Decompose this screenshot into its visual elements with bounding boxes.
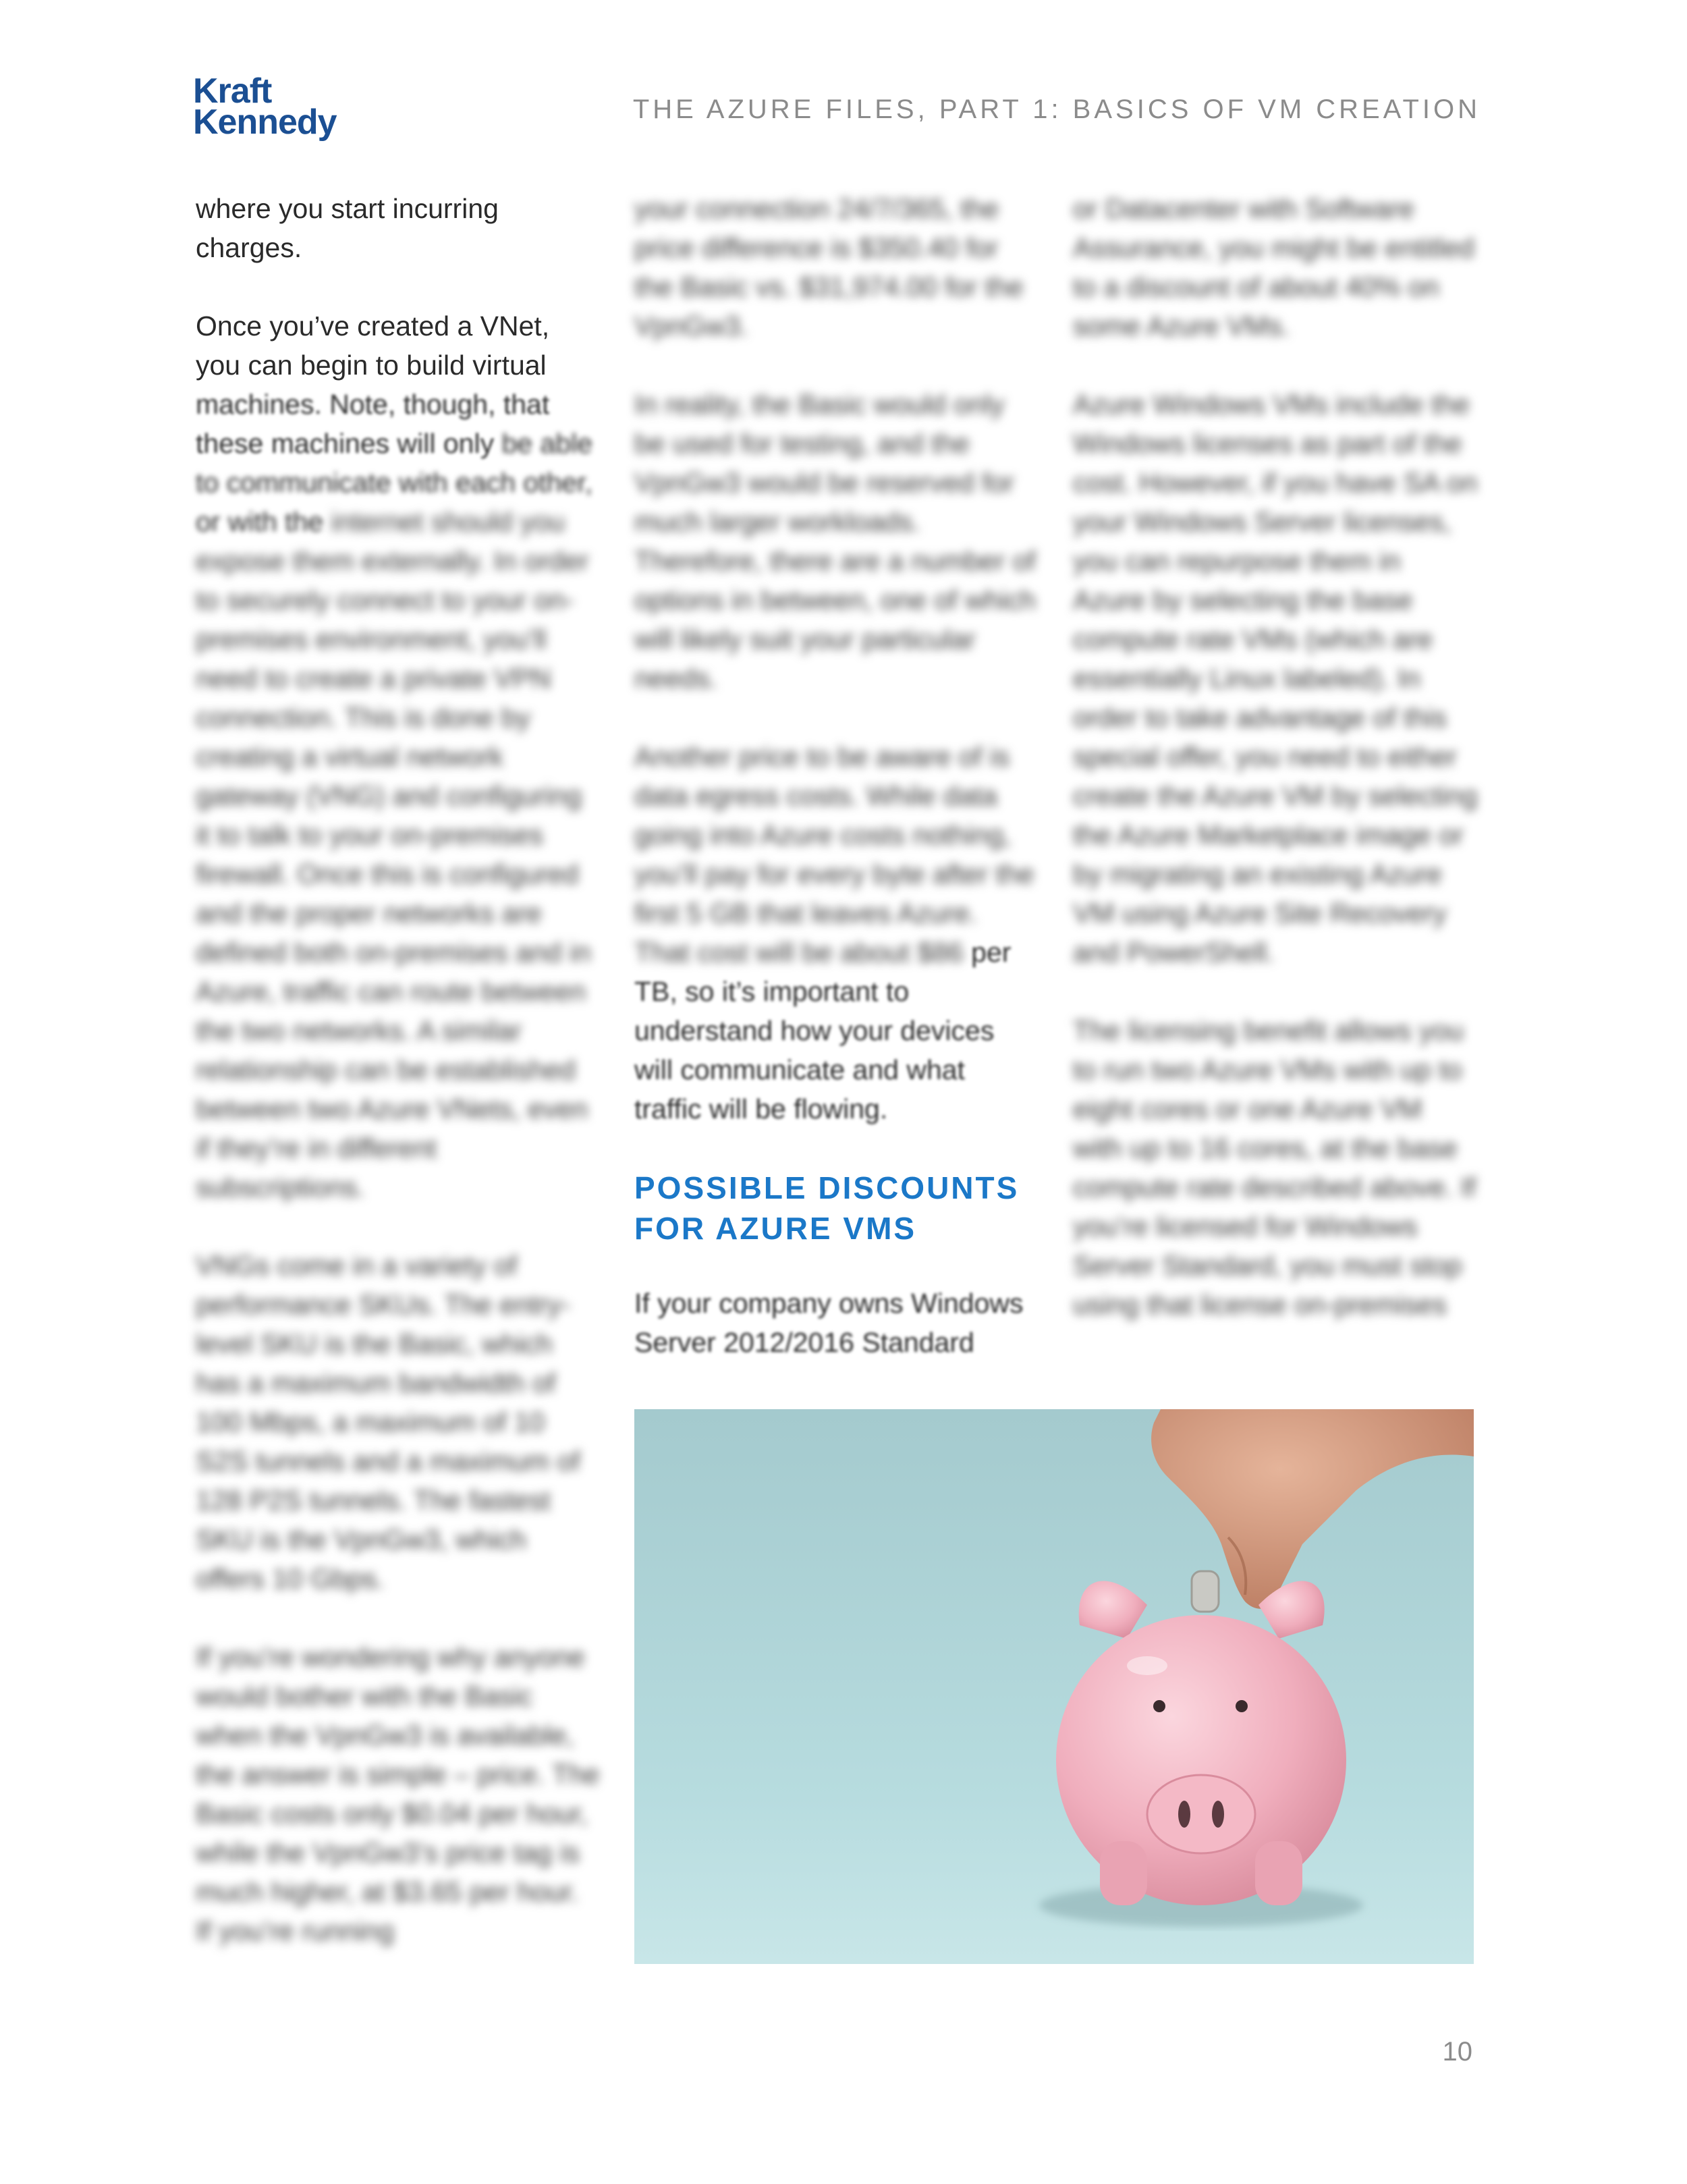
paragraph-text-mid: be able to communicate with each other, or with the xyxy=(196,428,593,537)
document-header-title: THE AZURE FILES, PART 1: BASICS OF VM CREATION xyxy=(632,94,1481,124)
paragraph-text-blurred: Another price to be aware of is data egress costs. While data going into Azure costs nothing, you’ll pay for every byte after the first 5 GB that leaves Azure. That cost will be about $86 xyxy=(634,741,1034,968)
paragraph-text-blurred: internet should you expose them externally. In order to securely connect to your on-premises environment, you’ll need to create a private VPN connection. This is done by creating a virtual network gateway (VNG) and configuring it to talk to your on-premises firewall. Once this is configured and the proper networks are defined both on-premises and in Azure, traffic can route between the two networks. A similar relationship can be established between two Azure VNets, even if they’re in different subscriptions. xyxy=(196,506,591,1203)
paragraph-text-soft: per TB, so it’s important to understand how your devices will communicate and what traffic will be flowing. xyxy=(634,937,1012,1124)
paragraph xyxy=(634,737,1039,1128)
paragraph xyxy=(196,306,601,1207)
paragraph: If your company owns Windows Server 2012/2016 Standard xyxy=(634,1288,1024,1358)
logo-line-1: Kraft xyxy=(193,72,272,111)
text-column-3 xyxy=(1073,189,1478,1363)
paragraph: or Datacenter with Software Assurance, you might be entitled to a discount of about 40% on some Azure VMs. xyxy=(1073,193,1474,342)
paragraph-text-soft: machines. Note, though, that these machines will only xyxy=(196,389,550,459)
piggy-bank xyxy=(1056,1581,1346,1905)
coin xyxy=(1192,1571,1219,1612)
section-heading: POSSIBLE DISCOUNTS FOR AZURE VMS xyxy=(634,1170,1020,1246)
paragraph: your connection 24/7/365, the price difference is $350.40 for the Basic vs. $31,974.00 for the VpnGw3. xyxy=(634,193,1024,342)
page-number: 10 xyxy=(1442,2037,1472,2067)
paragraph: If you’re wondering why anyone would bother with the Basic when the VpnGw3 is available, the answer is simple – price. The Basic costs only $0.04 per hour, while the VpnGw3’s price tag is much higher, at $3.65 per hour. If you’re running xyxy=(196,1641,600,1946)
text-column-1 xyxy=(196,189,601,1990)
paragraph: Azure Windows VMs include the Windows licenses as part of the cost. However, if you have SA on your Windows Server licenses, you can repurpose them in Azure by selecting the base compute rate VMs (which are essentially Linux labeled). In order to take advantage of this special offer, you need to either create the Azure VM by selecting the Azure Marketplace image or by migrating an existing Azure VM using Azure Site Recovery and PowerShell. xyxy=(1073,389,1478,968)
text-column-2 xyxy=(634,189,1039,1401)
paragraph-text-clear: Once you’ve created a VNet, you can begin to build virtual xyxy=(196,310,550,381)
paragraph: The licensing benefit allows you to run two Azure VMs with up to eight cores or one Azure VM with up to 16 cores, at the base compute rate described above. If you’re licensed for Windows Server Standard, you must stop using that license on-premises xyxy=(1073,1015,1476,1320)
piggy-bank-illustration xyxy=(634,1409,1474,1964)
piggy-bank-photo xyxy=(634,1409,1474,1964)
paragraph: where you start incurring charges. xyxy=(196,193,499,263)
logo-line-2: Kennedy xyxy=(193,103,337,142)
kraft-kennedy-logo xyxy=(193,72,337,142)
paragraph: VNGs come in a variety of performance SKUs. The entry-level SKU is the Basic, which has a maximum bandwidth of 100 Mbps, a maximum of 10 S2S tunnels and a maximum of 128 P2S tunnels. The fastest SKU is the VpnGw3, which offers 10 Gbps. xyxy=(196,1250,580,1594)
paragraph: In reality, the Basic would only be used for testing, and the VpnGw3 would be reserved for much larger workloads. Therefore, there are a number of options in between, one of which will likely suit your particular needs. xyxy=(634,389,1036,694)
